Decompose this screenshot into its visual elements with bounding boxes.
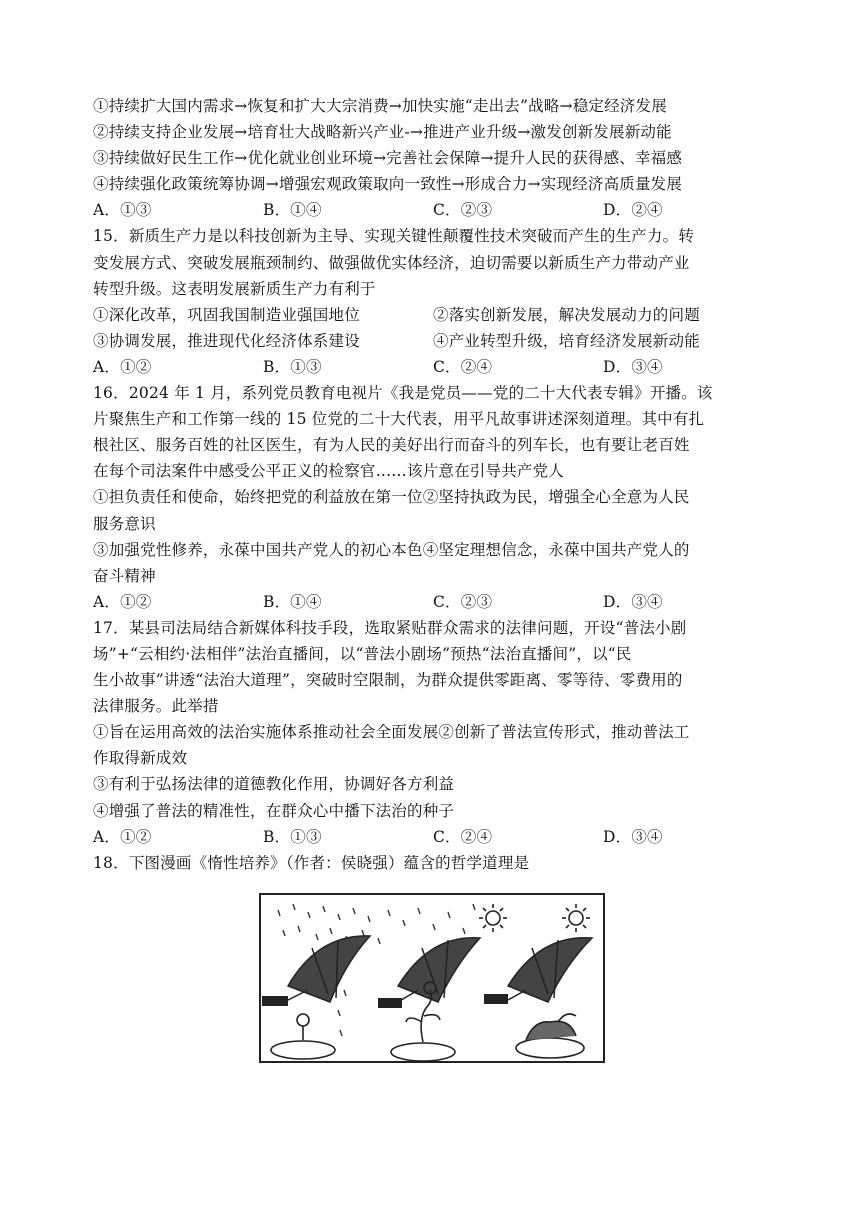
q17-stem-line-1: 17．某县司法局结合新媒体科技手段，选取紧贴群众需求的法律问题，开设“普法小剧: [93, 618, 687, 637]
q15-stem-line-3: 转型升级。这表明发展新质生产力有利于: [93, 279, 376, 298]
q16-stem-line-1: 16．2024 年 1 月，系列党员教育电视片《我是党员——党的二十大代表专辑》开播。该: [93, 384, 713, 403]
q14-option-d[interactable]: D．②④: [603, 201, 663, 220]
q15-stem-line-1: 15．新质生产力是以科技创新为主导、实现关键性颠覆性技术突破而产生的生产力。转: [93, 227, 695, 246]
q17-option-c[interactable]: C．②④: [433, 827, 493, 846]
umbrella-icon: [284, 936, 592, 1002]
cartoon-image: [258, 890, 608, 1068]
q17-stem-line-2: 场”+“云相约·法相伴”法治直播间，以“普法小剧场”预热“法治直播间”，以“民: [93, 644, 632, 663]
q16-item-line-4: 奋斗精神: [93, 566, 156, 585]
q15-stem-line-2: 变发展方式、突破发展瓶颈制约、做强做优实体经济，迫切需要以新质生产力带动产业: [93, 253, 690, 272]
q17-option-b[interactable]: B．①③: [263, 827, 322, 846]
q15-items-row-2: [93, 328, 773, 354]
q17-option-a[interactable]: A．①②: [93, 827, 152, 846]
q17-options: [93, 824, 773, 850]
q15-options: [93, 354, 773, 380]
artist-signature: ~: [558, 1053, 565, 1062]
hand-icon: [262, 994, 508, 1008]
q16-item-line-3: ③加强党性修养，永葆中国共产党人的初心本色④坚定理想信念，永葆中国共产党人的: [93, 540, 690, 559]
q15-items-row-1: [93, 302, 773, 328]
q15-item-2: ②落实创新发展，解决发展动力的问题: [433, 305, 700, 324]
q16-stem-line-3: 根社区、服务百姓的社区医生，有为人民的美好出行而奋斗的列车长，也有要让老百姓: [93, 436, 690, 455]
q17-item-line-1: ①旨在运用高效的法治实施体系推动社会全面发展②创新了普法宣传形式，推动普法工: [93, 723, 690, 742]
q17-item-line-2: 作取得新成效: [93, 749, 188, 768]
q17-stem-line-3: 生小故事”讲透“法治大道理”，突破时空限制，为群众提供零距离、零等待、零费用的: [93, 671, 683, 690]
q14-item-2: ②持续支持企业发展→培育壮大战略新兴产业-→推进产业升级→激发创新发展新动能: [93, 123, 672, 142]
q14-item-1: ①持续扩大国内需求→恢复和扩大大宗消费→加快实施“走出去”战略→稳定经济发展: [93, 97, 667, 115]
q17-stem-line-4: 法律服务。此举措: [93, 697, 219, 716]
q15-item-1: ①深化改革，巩固我国制造业强国地位: [93, 305, 360, 324]
q14-item-3: ③持续做好民生工作→优化就业创业环境→完善社会保障→提升人民的获得感、幸福感: [93, 149, 683, 168]
q16-stem-line-2: 片聚焦生产和工作第一线的 15 位党的二十大代表，用平凡故事讲述深刻道理。其中有扎: [93, 410, 705, 429]
question-content: [93, 93, 773, 876]
sun-icon: [479, 904, 590, 932]
q16-item-line-2: 服务意识: [93, 514, 156, 533]
q15-option-c[interactable]: C．②④: [433, 357, 493, 376]
q15-option-a[interactable]: A．①②: [93, 357, 152, 376]
q16-stem-line-4: 在每个司法案件中感受公平正义的检察官……该片意在引导共产党人: [93, 462, 565, 481]
q16-options: [93, 589, 773, 615]
q15-item-3: ③协调发展，推进现代化经济体系建设: [93, 331, 360, 350]
q16-item-line-1: ①担负责任和使命，始终把党的利益放在第一位②坚持执政为民，增强全心全意为人民: [93, 488, 690, 507]
q17-option-d[interactable]: D．③④: [603, 827, 663, 846]
q18-stem: 18．下图漫画《惰性培养》（作者：侯晓强）蕴含的哲学道理是: [93, 853, 530, 872]
q15-option-d[interactable]: D．③④: [603, 357, 663, 376]
q16-option-d[interactable]: D．③④: [603, 592, 663, 611]
q16-option-a[interactable]: A．①②: [93, 592, 152, 611]
q16-option-c[interactable]: C．②③: [433, 592, 493, 611]
q14-option-a[interactable]: A．①③: [93, 201, 152, 220]
q17-item-line-4: ④增强了普法的精准性，在群众心中播下法治的种子: [93, 801, 455, 820]
q14-option-b[interactable]: B．①④: [263, 201, 322, 220]
q15-option-b[interactable]: B．①③: [263, 357, 322, 376]
q17-item-line-3: ③有利于弘扬法律的道德教化作用，协调好各方利益: [93, 775, 455, 794]
q14-option-c[interactable]: C．②③: [433, 201, 493, 220]
q14-options: [93, 197, 773, 223]
q15-item-4: ④产业转型升级，培育经济发展新动能: [433, 331, 700, 350]
q14-item-4: ④持续强化政策统筹协调→增强宏观政策取向一致性→形成合力→实现经济高质量发展: [93, 175, 683, 194]
q16-option-b[interactable]: B．①④: [263, 592, 322, 611]
